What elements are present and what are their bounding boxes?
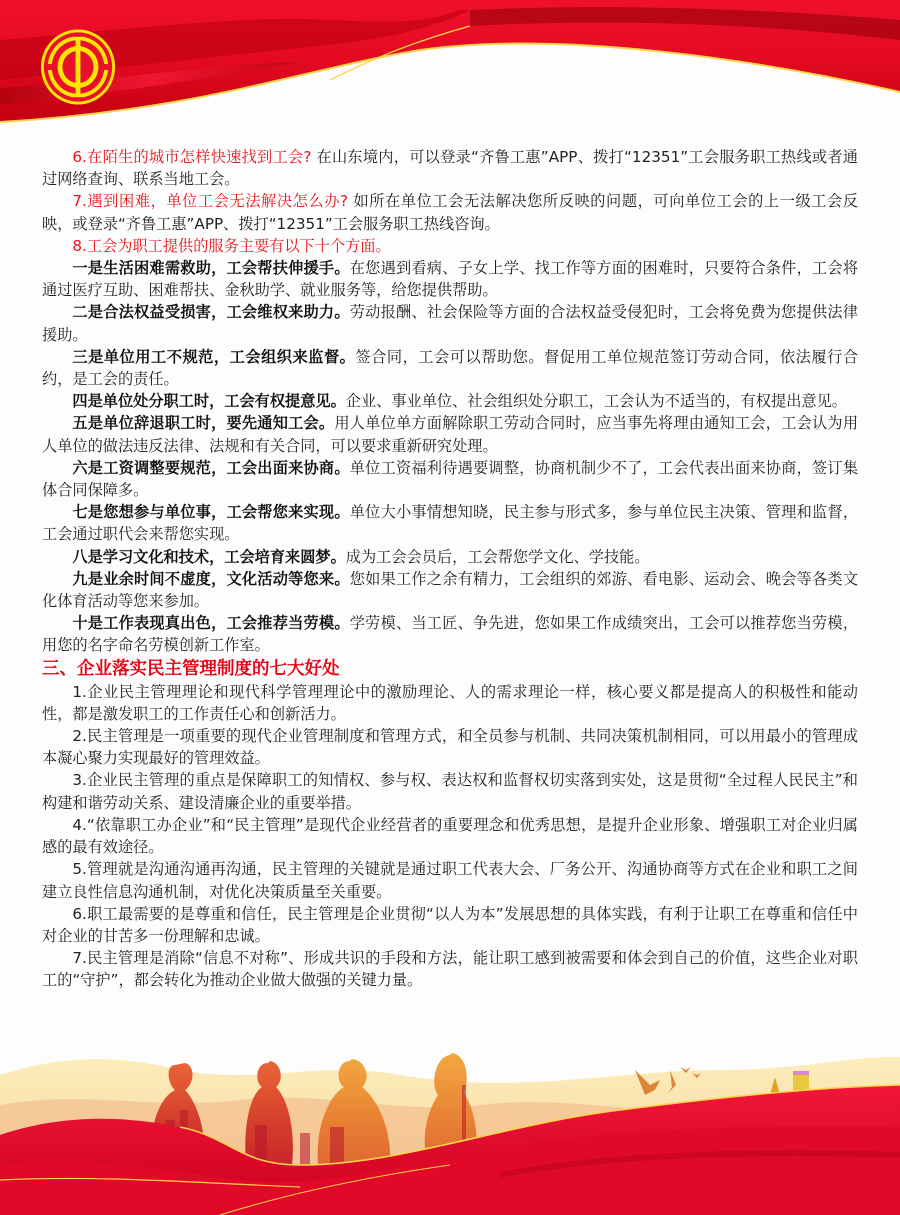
service-item: [42, 390, 858, 412]
benefit-item: 6.职工最需要的是尊重和信任，民主管理是企业贯彻“以人为本”发展思想的具体实践，有利于让职工在尊重和信任中对企业的甘苦多一份理解和忠诚。: [42, 904, 858, 945]
service-title: 四是单位处分职工时，工会有权提意见。: [72, 392, 346, 411]
service-title: 十是工作表现真出色，工会推荐当劳模。: [72, 614, 350, 633]
service-text: 您如果工作之余有精力，工会组织的郊游、看电影、运动会、晚会等各类文化体育活动等您来参加。: [42, 569, 859, 611]
qa-question: 7.遇到困难，单位工会无法解决怎么办?: [72, 192, 349, 211]
benefit-item: 5.管理就是沟通沟通再沟通，民主管理的关键就是通过职工代表大会、厂务公开、沟通协商等方式在企业和职工之间建立良性信息沟通机制，对优化决策质量至关重要。: [42, 860, 858, 901]
service-item: [42, 301, 858, 345]
benefit-item: 7.民主管理是消除“信息不对称”、形成共识的手段和方法，能让职工感到被需要和体会到自己的价值，这些企业对职工的“守护”，都会转化为推动企业做大做强的关键力量。: [42, 949, 858, 990]
service-item: [42, 346, 858, 390]
service-title: 二是合法权益受损害，工会维权来助力。: [72, 303, 350, 322]
worker-silhouettes-cityscape-illustration: [0, 1015, 900, 1215]
service-title: 五是单位辞退职工时，要先通知工会。: [72, 414, 335, 433]
service-item: [42, 257, 858, 301]
qa-answer: 在山东境内，可以登录“齐鲁工惠”APP、拨打“12351”工会服务职工热线或者通过网络查询、联系当地工会。: [42, 148, 858, 189]
article-body: [42, 146, 858, 992]
service-title: 一是生活困难需救助，工会帮扶伸援手。: [72, 259, 350, 278]
service-title: 六是工资调整要规范，工会出面来协商。: [72, 458, 350, 477]
service-title: 七是您想参与单位事，工会帮您来实现。: [72, 503, 350, 522]
service-text: 劳动报酬、社会保险等方面的合法权益受侵犯时，工会将免费为您提供法律援助。: [42, 303, 859, 344]
section-heading: 三、企业落实民主管理制度的七大好处: [42, 658, 340, 679]
qa-item-7: [42, 190, 858, 234]
qa-item-6: [42, 146, 858, 190]
service-item: [42, 546, 858, 568]
service-text: 学劳模、当工匠、争先进，您如果工作成绩突出，工会可以推荐您当劳模，用您的名字命名劳模创新工作室。: [42, 614, 859, 655]
service-text: 单位工资福利待遇要调整，协商机制少不了，工会代表出面来协商，签订集体合同保障多。: [42, 458, 859, 500]
service-item: [42, 501, 858, 545]
service-item: [42, 457, 858, 501]
service-item: [42, 612, 858, 656]
service-item: [42, 568, 858, 612]
qa-item-8: [42, 235, 858, 257]
benefit-item: 4.“依靠职工办企业”和“民主管理”是现代企业经营者的重要理念和优秀思想，是提升企业形象、增强职工对企业归属感的最有效途径。: [42, 815, 858, 857]
service-title: 八是学习文化和技术，工会培育来圆梦。: [72, 547, 346, 566]
service-text: 签合同，工会可以帮助您。督促用工单位规范签订劳动合同，依法履行合约，是工会的责任。: [42, 347, 859, 389]
service-text: 企业、事业单位、社会组织处分职工，工会认为不适当的，有权提出意见。: [345, 392, 847, 411]
qa-question: 6.在陌生的城市怎样快速找到工会?: [72, 148, 312, 166]
top-ribbon-banner: [0, 0, 900, 130]
service-title: 三是单位用工不规范，工会组织来监督。: [72, 347, 356, 366]
benefit-item: 2.民主管理是一项重要的现代企业管理制度和管理方式，和全员参与机制、共同决策机制相同，可以用最小的管理成本凝心聚力实现最好的管理效益。: [42, 727, 858, 768]
benefit-item: 1.企业民主管理理论和现代科学管理理论中的激励理论、人的需求理论一样，核心要义都是提高人的积极性和能动性，都是激发职工的工作责任心和创新活力。: [42, 682, 858, 723]
trade-union-emblem-icon: [39, 28, 117, 106]
service-text: 成为工会会员后，工会帮您学文化、学技能。: [345, 547, 650, 566]
service-text: 在您遇到看病、子女上学、找工作等方面的困难时，只要符合条件，工会将通过医疗互助、困难帮扶、金秋助学、就业服务等，给您提供帮助。: [42, 259, 859, 300]
service-title: 九是业余时间不虚度，文化活动等您来。: [72, 569, 350, 588]
qa-question: 8.工会为职工提供的服务主要有以下十个方面。: [72, 236, 391, 255]
service-item: [42, 412, 858, 456]
service-text: 单位大小事情想知晓，民主参与形式多，参与单位民主决策、管理和监督，工会通过职代会来帮您实现。: [42, 503, 859, 544]
benefit-item: 3.企业民主管理的重点是保障职工的知情权、参与权、表达权和监督权切实落到实处，这是贯彻“全过程人民民主”和构建和谐劳动关系、建设清廉企业的重要举措。: [42, 771, 858, 812]
qa-answer: 如所在单位工会无法解决您所反映的问题，可向单位工会的上一级工会反映，或登录“齐鲁工惠”APP、拨打“12351”工会服务职工热线咨询。: [42, 192, 859, 233]
service-text: 用人单位单方面解除职工劳动合同时，应当事先将理由通知工会，工会认为用人单位的做法违反法律、法规和有关合同，可以要求重新研究处理。: [42, 414, 859, 455]
